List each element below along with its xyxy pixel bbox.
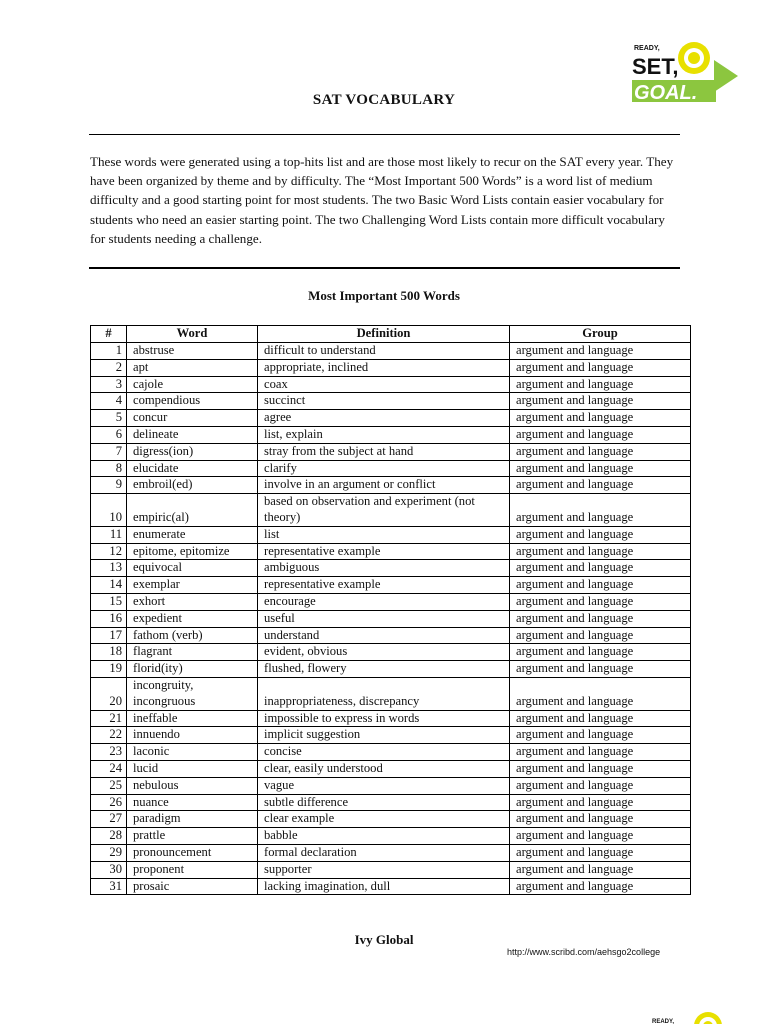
- cell-definition: agree: [258, 410, 510, 427]
- cell-definition: evident, obvious: [258, 644, 510, 661]
- cell-definition: difficult to understand: [258, 343, 510, 360]
- cell-number: 8: [91, 460, 127, 477]
- cell-group: argument and language: [510, 644, 691, 661]
- table-row: [91, 794, 691, 811]
- cell-group: argument and language: [510, 727, 691, 744]
- cell-word: nebulous: [127, 777, 258, 794]
- cell-word: prosaic: [127, 878, 258, 895]
- cell-number: 6: [91, 426, 127, 443]
- table-row: [91, 543, 691, 560]
- cell-word: expedient: [127, 610, 258, 627]
- cell-word: empiric(al): [127, 494, 258, 527]
- cell-definition: involve in an argument or conflict: [258, 477, 510, 494]
- cell-word: proponent: [127, 861, 258, 878]
- cell-number: 9: [91, 477, 127, 494]
- cell-word: apt: [127, 359, 258, 376]
- table-header-row: [91, 326, 691, 343]
- divider-top: [89, 134, 680, 135]
- cell-word: equivocal: [127, 560, 258, 577]
- cell-definition: understand: [258, 627, 510, 644]
- cell-definition: concise: [258, 744, 510, 761]
- cell-group: argument and language: [510, 426, 691, 443]
- table-row: [91, 460, 691, 477]
- table-row: [91, 811, 691, 828]
- cell-word: exemplar: [127, 577, 258, 594]
- cell-number: 13: [91, 560, 127, 577]
- cell-word: enumerate: [127, 526, 258, 543]
- cell-group: argument and language: [510, 526, 691, 543]
- header-word: Word: [127, 326, 258, 343]
- intro-paragraph: These words were generated using a top-hits list and are those most likely to recur on the SAT every year. They have been organized by theme and by difficulty. The “Most Important 500 Words” is a word list of medium difficulty and a good starting point for most students. The two Basic Word Lists contain easier vocabulary for students who need an easier starting point. The two Challenging Word Lists contain more difficult vocabulary for students needing a challenge.: [90, 154, 674, 246]
- cell-word: embroil(ed): [127, 477, 258, 494]
- cell-group: argument and language: [510, 760, 691, 777]
- cell-word: elucidate: [127, 460, 258, 477]
- cell-group: argument and language: [510, 494, 691, 527]
- table-row: [91, 878, 691, 895]
- table-row: [91, 777, 691, 794]
- cell-word: paradigm: [127, 811, 258, 828]
- logo-line1: READY,: [634, 45, 660, 52]
- cell-number: 7: [91, 443, 127, 460]
- cell-number: 14: [91, 577, 127, 594]
- table-row: [91, 577, 691, 594]
- table-row: [91, 593, 691, 610]
- cell-group: argument and language: [510, 393, 691, 410]
- cell-definition: encourage: [258, 593, 510, 610]
- cell-word: prattle: [127, 828, 258, 845]
- cell-definition: list, explain: [258, 426, 510, 443]
- cell-word: florid(ity): [127, 661, 258, 678]
- table-row: [91, 526, 691, 543]
- cell-number: 11: [91, 526, 127, 543]
- cell-group: argument and language: [510, 376, 691, 393]
- table-row: [91, 494, 691, 527]
- cell-number: 10: [91, 494, 127, 527]
- table-row: [91, 359, 691, 376]
- cell-group: argument and language: [510, 811, 691, 828]
- logo-bottom-text: READY,: [652, 1019, 675, 1024]
- cell-group: argument and language: [510, 710, 691, 727]
- cell-number: 18: [91, 644, 127, 661]
- table-row: [91, 710, 691, 727]
- cell-word: pronouncement: [127, 844, 258, 861]
- cell-number: 24: [91, 760, 127, 777]
- table-row: [91, 376, 691, 393]
- cell-group: argument and language: [510, 560, 691, 577]
- cell-word: incongruity, incongruous: [127, 677, 258, 710]
- cell-group: argument and language: [510, 577, 691, 594]
- cell-number: 30: [91, 861, 127, 878]
- cell-definition: clear, easily understood: [258, 760, 510, 777]
- cell-definition: lacking imagination, dull: [258, 878, 510, 895]
- cell-definition: appropriate, inclined: [258, 359, 510, 376]
- cell-word: laconic: [127, 744, 258, 761]
- cell-number: 19: [91, 661, 127, 678]
- cell-number: 3: [91, 376, 127, 393]
- cell-number: 26: [91, 794, 127, 811]
- cell-definition: vague: [258, 777, 510, 794]
- cell-definition: implicit suggestion: [258, 727, 510, 744]
- cell-word: abstruse: [127, 343, 258, 360]
- table-row: [91, 560, 691, 577]
- cell-word: digress(ion): [127, 443, 258, 460]
- cell-group: argument and language: [510, 861, 691, 878]
- cell-number: 29: [91, 844, 127, 861]
- table-row: [91, 727, 691, 744]
- cell-number: 27: [91, 811, 127, 828]
- cell-definition: clarify: [258, 460, 510, 477]
- cell-number: 28: [91, 828, 127, 845]
- header-group: Group: [510, 326, 691, 343]
- table-row: [91, 410, 691, 427]
- footer-url[interactable]: http://www.scribd.com/aehsgo2college: [507, 947, 661, 957]
- cell-definition: useful: [258, 610, 510, 627]
- cell-definition: formal declaration: [258, 844, 510, 861]
- cell-definition: succinct: [258, 393, 510, 410]
- cell-word: lucid: [127, 760, 258, 777]
- cell-group: argument and language: [510, 878, 691, 895]
- cell-word: concur: [127, 410, 258, 427]
- cell-number: 12: [91, 543, 127, 560]
- header-number: #: [91, 326, 127, 343]
- cell-number: 20: [91, 677, 127, 710]
- header-definition: Definition: [258, 326, 510, 343]
- cell-group: argument and language: [510, 661, 691, 678]
- cell-definition: list: [258, 526, 510, 543]
- table-row: [91, 644, 691, 661]
- cell-word: nuance: [127, 794, 258, 811]
- page-title: SAT VOCABULARY: [312, 92, 456, 108]
- cell-definition: flushed, flowery: [258, 661, 510, 678]
- cell-group: argument and language: [510, 777, 691, 794]
- table-row: [91, 393, 691, 410]
- vocabulary-table: [90, 325, 691, 895]
- cell-group: argument and language: [510, 410, 691, 427]
- cell-definition: clear example: [258, 811, 510, 828]
- cell-definition: impossible to express in words: [258, 710, 510, 727]
- cell-group: argument and language: [510, 593, 691, 610]
- divider-bottom: [89, 267, 680, 269]
- cell-definition: stray from the subject at hand: [258, 443, 510, 460]
- table-row: [91, 861, 691, 878]
- cell-number: 16: [91, 610, 127, 627]
- cell-number: 17: [91, 627, 127, 644]
- cell-word: fathom (verb): [127, 627, 258, 644]
- cell-group: argument and language: [510, 794, 691, 811]
- ready-set-goal-logo-bottom: [652, 1010, 732, 1024]
- cell-word: cajole: [127, 376, 258, 393]
- cell-group: argument and language: [510, 543, 691, 560]
- cell-number: 31: [91, 878, 127, 895]
- table-row: [91, 744, 691, 761]
- cell-definition: ambiguous: [258, 560, 510, 577]
- cell-definition: babble: [258, 828, 510, 845]
- cell-word: compendious: [127, 393, 258, 410]
- table-row: [91, 443, 691, 460]
- table-row: [91, 828, 691, 845]
- cell-definition: based on observation and experiment (not theory): [258, 494, 510, 527]
- table-row: [91, 661, 691, 678]
- table-row: [91, 610, 691, 627]
- table-row: [91, 760, 691, 777]
- cell-definition: subtle difference: [258, 794, 510, 811]
- cell-group: argument and language: [510, 744, 691, 761]
- cell-word: flagrant: [127, 644, 258, 661]
- cell-group: argument and language: [510, 443, 691, 460]
- table-row: [91, 677, 691, 710]
- cell-word: exhort: [127, 593, 258, 610]
- cell-group: argument and language: [510, 828, 691, 845]
- table-row: [91, 343, 691, 360]
- cell-definition: supporter: [258, 861, 510, 878]
- cell-word: epitome, epitomize: [127, 543, 258, 560]
- section-subtitle: Most Important 500 Words: [308, 288, 460, 303]
- cell-number: 22: [91, 727, 127, 744]
- cell-number: 5: [91, 410, 127, 427]
- table-row: [91, 477, 691, 494]
- cell-number: 21: [91, 710, 127, 727]
- cell-group: argument and language: [510, 844, 691, 861]
- cell-number: 23: [91, 744, 127, 761]
- cell-group: argument and language: [510, 677, 691, 710]
- cell-group: argument and language: [510, 359, 691, 376]
- cell-group: argument and language: [510, 460, 691, 477]
- table-row: [91, 844, 691, 861]
- cell-group: argument and language: [510, 477, 691, 494]
- cell-number: 25: [91, 777, 127, 794]
- cell-word: innuendo: [127, 727, 258, 744]
- cell-group: argument and language: [510, 610, 691, 627]
- cell-number: 4: [91, 393, 127, 410]
- cell-group: argument and language: [510, 343, 691, 360]
- cell-number: 1: [91, 343, 127, 360]
- table-row: [91, 627, 691, 644]
- table-row: [91, 426, 691, 443]
- cell-definition: representative example: [258, 577, 510, 594]
- cell-number: 2: [91, 359, 127, 376]
- logo-line2: SET,: [632, 54, 679, 79]
- cell-definition: inappropriateness, discrepancy: [258, 677, 510, 710]
- cell-group: argument and language: [510, 627, 691, 644]
- cell-word: delineate: [127, 426, 258, 443]
- footer-publisher: Ivy Global: [354, 932, 414, 947]
- cell-definition: representative example: [258, 543, 510, 560]
- cell-definition: coax: [258, 376, 510, 393]
- cell-number: 15: [91, 593, 127, 610]
- cell-word: ineffable: [127, 710, 258, 727]
- logo-line3: GOAL.: [634, 82, 698, 104]
